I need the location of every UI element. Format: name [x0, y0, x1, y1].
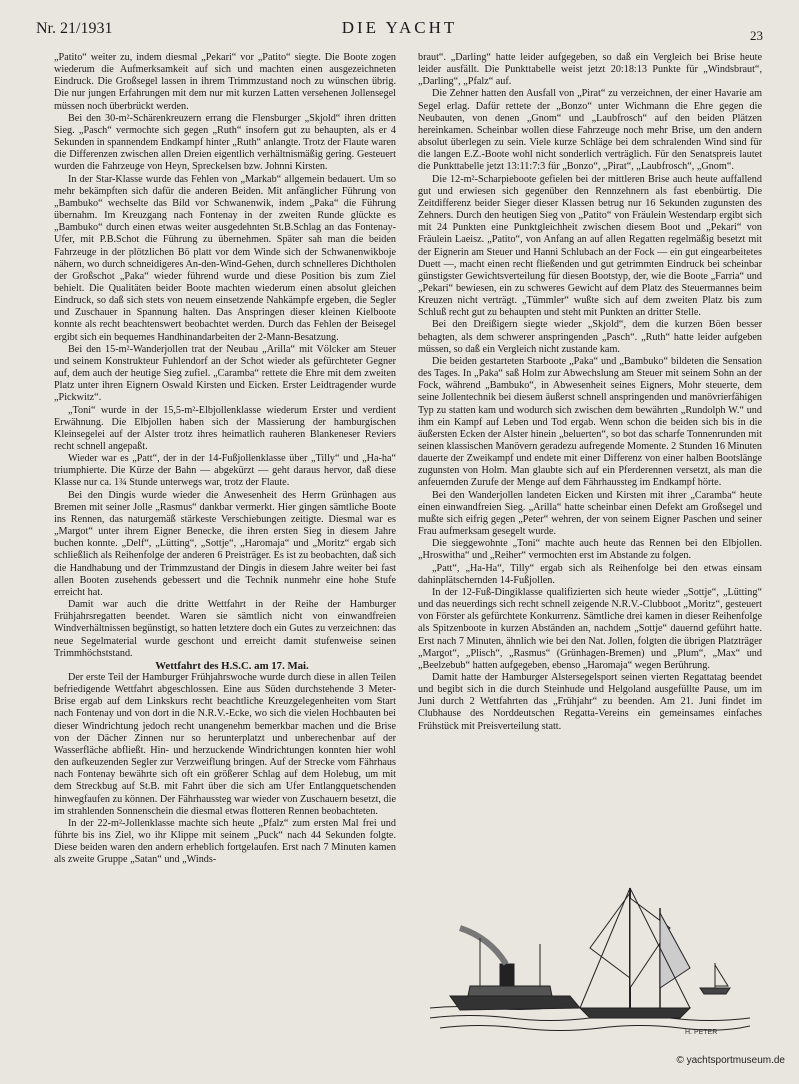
magazine-title: DIE YACHT [341, 18, 458, 37]
source-watermark: © yachtsportmuseum.de [676, 1055, 785, 1066]
ship-illustration [430, 868, 750, 1038]
paragraph: Bei den 30-m²-Schärenkreuzern errang die Flensburger „Skjold“ ihren dritten Sieg. „Pasch“ vermochte sich gegen „Ruth“ insofern gut zu behaupten, als er 4 Sekunden in spannendem Endkampf hinter „Ruth“ anlangte. Trotz der Flaute waren die Differenzen zwischen allen Dreien eigentlich verhältnismäßig gering. Gesteuert wurden die Fahrzeuge von Heyn, Spreckelsen bzw. Johnni Kirsten. [54, 112, 396, 173]
paragraph: braut“. „Darling“ hatte leider aufgegeben, so daß ein Vergleich bei Brise heute leider ausfällt. Die Punkttabelle weist jetzt 20:18:13 Punkte für „Windsbraut“, „Darling“, „Pfalz“ auf. [418, 52, 762, 88]
paragraph: Die Zehner hatten den Ausfall von „Pirat“ zu verzeichnen, der einer Havarie am Segel erlag. Dafür rettete der „Bonzo“ unter Wichmann die Ehre gegen die Neubauten, von denen „Gnom“ und „Laubfrosch“ auf den beiden Plätzen hereinkamen. Scheinbar wollen diese Fahrzeuge noch mehr Brise, um den andern absolut überlegen zu sein. Viele kurze Schläge bei dem schralenden Wind sind für die langen E.Z.-Boote wohl nicht sonderlich verträglich. Für den Senatspreis lautet die Punkttabelle jetzt 13:11:7:3 für „Bonzo“, „Pirat“, „Laubfrosch“, „Gnom“. [418, 88, 762, 173]
paragraph: Damit hatte der Hamburger Alstersegelsport seinen vierten Regattatag beendet und begibt sich in die durch Steinhude und Helgoland ausgefüllte Pause, um im Juni durch 2 Wettfahrten das „Frühjahr“ zu beenden. Am 21. Juni findet im Clubhause des Norddeutschen Regatta-Vereins ein gemeinsames einfaches Frühstück mit Preisverteilung statt. [418, 671, 762, 732]
paragraph: Die sieggewohnte „Toni“ machte auch heute das Rennen bei den Elbjollen. „Hroswitha“ und „Reiher“ vermochten erst im Abstande zu folgen. [418, 538, 762, 562]
right-column [418, 52, 762, 742]
issue-number: Nr. 21/1931 [36, 20, 113, 37]
paragraph: In der Star-Klasse wurde das Fehlen von „Markab“ allgemein bedauert. Um so mehr bekämpften sich dafür die anderen Beiden. Mit anfänglicher Führung von „Bambuko“ wechselte das Bild vor Schwanenwik, indem „Paka“ die Führung übernahm. Im Kreuzgang nach Fontenay in der zweiten Runde glückte es „Bambuko“ durch einen etwas weiter ausgedehnten St.B.Schlag an das Fontenay-Ufer, mit P.B.Schot die Führung zu übernehmen. Später sah man die beiden Fahrzeuge in der plötzlichen Bö platt vor dem Winde sich der Schwanenwikboje nähern, wo durch schneidigeres An-den-Wind-Gehen, durch schnelleres Dichtholen der Großschot „Paka“ wieder führend wurde und diese Position bis zum Ziel behielt. Die Qualitäten beider Boote machten wiederum einen absolut gleichen Eindruck, so daß sich stets von neuem einsetzende Nahkämpfe ergeben, die Segler und Zuschauer in Spannung halten. Das Anspringen dieser kleinen Kielboote konnte als recht beachtenswert beobachtet werden. Durch das Fehlen der Beisegel ergibt sich ein bequemes Handhinandarbeiten der 2-Mann-Besatzung. [54, 173, 396, 343]
paragraph: Wieder war es „Patt“, der in der 14-Fußjollenklasse über „Tilly“ und „Ha-ha“ triumphierte. Die Kürze der Bahn — abgekürzt — geht daraus hervor, daß diese Klasse nur ca. 1¾ Stunde unterwegs war, trotz der Flaute. [54, 453, 396, 489]
article-title: Wettfahrt des H.S.C. am 17. Mai. [155, 659, 309, 672]
paragraph: „Patt“, „Ha-Ha“, Tilly“ ergab sich als Reihenfolge bei den etwas einsam dahinplätschernden 14-Fußjollen. [418, 562, 762, 586]
paragraph: Bei den 15-m²-Wanderjollen trat der Neubau „Arilla“ mit Völcker am Steuer und seinem Konstrukteur Fuhlendorf an der Schot wieder als gefürchteter Gegner auf, dem auch der heutige Sieg zufiel. „Caramba“ rettete die Ehre mit dem zweiten Platz unter ihren Eignern Oswald Kirsten und Eicken. Erster Leidtragender wurde „Pickwitz“. [54, 343, 396, 404]
paragraph: Bei den Dingis wurde wieder die Anwesenheit des Herrn Grünhagen aus Bremen mit seiner Jolle „Rasmus“ dankbar vermerkt. Hier gingen sämtliche Boote ins Rennen, das naturgemäß stärkeste Verschiebungen zeitigte. Diesmal war es „Margot“ unter ihrem Eigner Benecke, die ihren ersten Sieg in diesem Jahre buchen konnte. „Delf“, „Lütting“, „Sottje“, „Haromaja“ und „Moritz“ ergab sich schließlich als Reihenfolge der anderen 6 Preisträger. Es ist zu beobachten, daß sich die Handhabung und der Trimmzustand der Dingis in diesem Jahre weiter bei fast allen Booten zusehends gebessert und die Technik nunmehr eine hohe Stufe erreicht hat. [54, 489, 396, 598]
paragraph: Bei den Wanderjollen landeten Eicken und Kirsten mit ihrer „Caramba“ heute einen einwandfreien Sieg. „Arilla“ hatte scheinbar einen Defekt am Großsegel und mußte sich eifrig gegen „Peter“ wehren, der von seinem Eigner Paschen und seiner Frau aufmerksam gesegelt wurde. [418, 489, 762, 538]
paragraph: Bei den Dreißigern siegte wieder „Skjold“, dem die kurzen Böen besser behagten, als dem schwerer anspringenden „Pasch“. „Ruth“ hatte leider aufgeben müssen, so daß ein Vergleich nicht zustande kam. [418, 319, 762, 355]
paragraph: In der 12-Fuß-Dingiklasse qualifizierten sich heute wieder „Sottje“, „Lütting“ und das neuerdings sich recht schnell zeigende N.R.V.-Clubboot „Moritz“, gesteuert von Förster als gefürchtete Konkurrenz. Sämtliche drei kamen in dieser Reihenfolge als Spitzenboote in kurzen Abständen an, nachdem „Sottje“ dauernd geführt hatte. Erst nach 7 Minuten, ähnlich wie bei den Nat. Jollen, folgten die übrigen Platzträger „Margot“, „Plisch“, „Rasmus“ (Grünhagen-Bremen) und „Plum“, „Max“ und „Beelzebub“ hatten aufgegeben, ebenso „Haromaja“ wegen Berührung. [418, 586, 762, 671]
illustration-signature: H. PETER [685, 1029, 718, 1036]
paragraph: Die 12-m²-Scharpieboote gefielen bei der mittleren Brise auch heute auffallend gut und erwiesen sich gegenüber den Rennzehnern als fast ebenbürtig. Die Zeitdifferenz beider Sieger dieser Klassen betrug nur 16 Sekunden zugunsten des Zehners. Durch den heutigen Sieg von „Patito“ von Fräulein Westendarp ergibt sich mit 24 Punkten eine Punktgleichheit zwischen diesem Boot und „Pekari“ von Fräulein Laeisz. „Patito“, von Anfang an auf allen Regatten regelmäßig besetzt mit der Eignerin am Steuer und Hanni Schlubach an der Fock — ein gut eingearbeitetes Duett —, macht einen recht fließenden und gut getrimmten Eindruck bei scheinbar günstigster Gewichtsverteilung für diesen Bootstyp, der, wie die Boote „Farria“ und „Pekari“ bewiesen, ein zu schweres Gewicht auf dem Platz des Steuermannes beim Kreuzen nicht verträgt. „Tümmler“ wußte sich auf dem zweiten Platz bis zum Schluß recht gut zu behaupten und steht mit Punkten an dritter Stelle. [418, 173, 762, 319]
paragraph: „Toni“ wurde in der 15,5-m²-Elbjollenklasse wiederum Erster und verdient Erwähnung. Die Elbjollen haben sich der Massierung der hamburgischen Kleinsegelei auf der Alster trotz ihres heimatlich rauheren Blankeneser Reviers recht schnell angepaßt. [54, 404, 396, 452]
paragraph: „Patito“ weiter zu, indem diesmal „Pekari“ vor „Patito“ siegte. Die Boote zogen wiederum die Aufmerksamkeit auf sich und machten einen ausgezeichneten Eindruck. Die Großsegel lassen in ihrem Trimmzustand noch zu wünschen übrig. Die nur jungen Erfahrungen mit dem nur mit kurzen Latten versehenen Jollensegel müssen noch überbrückt werden. [54, 52, 396, 112]
page-header [36, 16, 763, 42]
paragraph: Damit war auch die dritte Wettfahrt in der Reihe der Hamburger Frühjahrsregatten beendet. Waren sie sämtlich nicht von einwandfreien Windverhältnissen begünstigt, so hatten letztere doch ein Gutes zu verzeichnen: das neue Segelmaterial wurde geschont und erreicht damit stufenweise seinen Trimmhöchststand. [54, 599, 396, 659]
page-number: 23 [750, 28, 763, 43]
paragraph: Der erste Teil der Hamburger Frühjahrswoche wurde durch diese in allen Teilen befriedigende Wettfahrt abgeschlossen. Eine aus Süden durchstehende 3 Meter-Brise ergab auf dem Linkskurs recht beachtliche Kreuzgelegenheiten vom Start nach Fontenay und von dort in die N.R.V.-Ecke, wo sich die vielen Hochbauten bei dieser Windrichtung jedoch recht unangenehm bemerkbar machen und die Brise von der Dächer Zinnen nur so herunterplatzt und unberechenbar auf der Wasserfläche abfließt. Hin- und herzuckende Windrichtungen konnten hier wohl den aufkeuzenden Segler zur Verzweiflung bringen. Auf der Strecke vom Fährhaus nach Fontenay bewährte sich oft ein größerer Schlag auf dem Holebug, um mit dem Streckbug auf St.B. mit Fahrt über die sich am Ufer Entlangquetschenden hinwegfaufen zu können. Der Fährhaussteg war wieder von Zuschauern besetzt, die im strahlenden Sonnenschein die diesmal etwas flotteren Rennen beobachteten. [54, 671, 396, 817]
paragraph: In der 22-m²-Jollenklasse machte sich heute „Pfalz“ zum ersten Mal frei und führte bis ins Ziel, wo ihr Klippe mit seinem „Puck“ nach 44 Sekunden folgte. Diese beiden waren den andern erheblich fortgelaufen. Erst nach 7 Minuten kamen als zweite Gruppe „Satan“ und „Winds- [54, 817, 396, 866]
paragraph: Die beiden gestarteten Starboote „Paka“ und „Bambuko“ bildeten die Sensation des Tages. In „Paka“ saß Holm zur Abwechslung am Steuer mit seinem Sohn an der Fock, während „Bambuko“, in Abwesenheit seines Eigners, Mohr steuerte, dem seine Jollentechnik bei diesem äußerst schnell anspringenden und manövrierfähigen Typ zu statten kam und wodurch sich zwischen dem bewährten „Rundolph W.“ und ihm ein Kampf auf Leben und Tod ergab. Wenn schon die beiden sich bis in die äußersten Ecken der Alster hinein „beluerten“, so bot das scharfe Tonnenrunden mit seinen klassischen Manövern geradezu aufregende Momente. 2 Stunden 16 Minuten dauerte der Zweikampf und endete mit einer Differenz von einer halben Bootslänge zugunsten von Holm. Man glaubte sich auf ein Pferderennen versetzt, als man die anfeuernden Zurufe der Menge auf dem Fährhaussteg im Endkampf hörte. [418, 355, 762, 489]
left-column [54, 52, 396, 1062]
